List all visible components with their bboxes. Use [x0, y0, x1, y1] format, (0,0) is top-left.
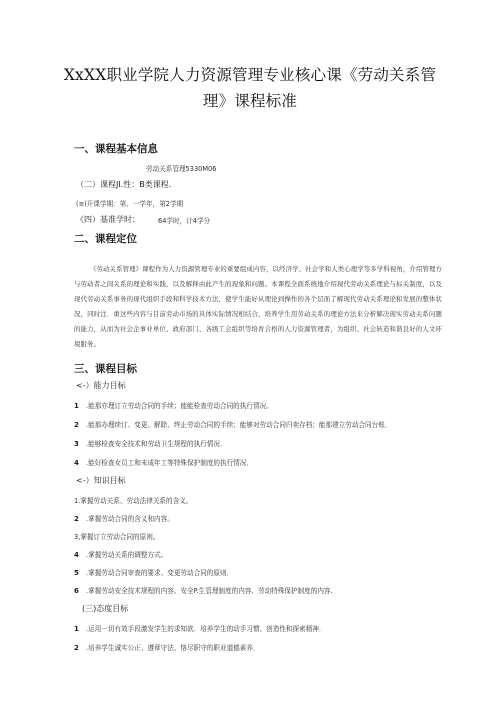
positioning-paragraph: 《劳动关系管理》课程作为人力资源管理专业的重要组成内容，以经济学、社会学和人类心理学等多学科视角，介绍管理方与劳动者之间关系的理论和实践，以及解释由此产生的现象和问题。本课程全面系统地介绍现代劳动关系理论与标关制度，以及现代劳动关系事务的现代组织手段和科学技术方法，使学生能好从理论到操作的各个层面了解现代劳动关系理论和发展的整体状况，同时注．重这些内容与目前劳动市场的具体实际情况相结合，培养学生用劳动关系的理论方法来分析解决现实劳动关系问题的能力，从而为社会企事业单位、政府部门、各级工会组织等培育合格的人力资源管理者，为组织、社会转造和谐良好的人文环境服务。 — [74, 265, 442, 348]
list-item — [74, 513, 174, 523]
document-title — [40, 62, 460, 114]
item-number: 4 — [74, 459, 79, 467]
item-number: 1 — [74, 402, 79, 410]
item-text: .掌握劳动关系的调整方式。 — [86, 551, 168, 559]
item-number: 6 — [74, 587, 79, 595]
item-text: 1.掌握劳动关系、劳动法律关系的含义。 — [74, 497, 193, 505]
list-item — [74, 457, 253, 467]
title-line-2: 理》课程标准 — [202, 92, 298, 110]
course-code: 劳动关系管理5330M06 — [146, 165, 217, 173]
item-number: 3 — [74, 440, 79, 448]
item-text: .掌握劳动安全技术规程的内容、安全P.生管理制度的内容、劳动特殊保护制度的内容. — [86, 587, 333, 595]
knowledge-heading: <-）知识目标 — [76, 476, 126, 485]
title-line-1: XxXX职业学院人力资源管理专业核心课《劳动关系管 — [63, 66, 437, 84]
hours-label: 《四）基准学时： — [76, 215, 140, 224]
item-text: .掌握劳动合同审查的要求、变更劳动合同的原则． — [86, 569, 234, 577]
item-text: .能那亦理订立劳动合同的手续；能能检查劳动合同的执行情况。 — [86, 402, 273, 410]
list-item — [74, 549, 167, 559]
item-number: 2 — [74, 515, 79, 523]
item-number: 2 — [74, 644, 79, 652]
list-item — [74, 400, 273, 410]
item-number: 2 — [74, 421, 79, 429]
item-text: .能够检查安全技术和劳动卫生规程的执行情况． — [86, 440, 227, 448]
item-text: .能那办理续订、变更、解除、终止劳动合同的手续；能够对劳动合同归卖存档；能那建立劳动合同台账． — [86, 421, 392, 429]
item-text: .掌握劳动合同的含义和内容。 — [86, 515, 174, 523]
item-text: .培养学生诚实公正、遵章守法、恪尽职守的职业道德素养． — [86, 644, 260, 652]
list-item — [74, 531, 159, 541]
item-text: 3,掌握订立劳动合同的原则。 — [74, 533, 160, 541]
list-item — [74, 438, 227, 448]
course-nature: （二）课程JⅠ.性：B类课程. — [76, 180, 172, 189]
list-item — [74, 642, 260, 652]
hours-value: 64学时，计4学分 — [158, 217, 211, 225]
ability-heading: <-）能力目标 — [76, 381, 126, 390]
item-text: .能好检查女员工和未成年工等特殊保护制度的执行情况． — [86, 459, 253, 467]
attitude-heading: (三)态度目标 — [82, 604, 129, 613]
semester-info: (≡)开课学期：第、一学年，第2学期 — [76, 200, 184, 208]
section-heading-positioning: 二、课程定位 — [74, 233, 137, 245]
list-item — [74, 567, 233, 577]
list-item — [74, 495, 192, 505]
list-item — [74, 623, 325, 633]
item-number: 5 — [74, 569, 79, 577]
item-number: 4 — [74, 551, 79, 559]
list-item — [74, 585, 333, 595]
section-heading-basic-info: 一、课程基本信息 — [74, 143, 158, 155]
section-heading-objectives: 三、课程目标 — [74, 363, 137, 375]
item-number: 1 — [74, 625, 79, 633]
list-item — [74, 419, 391, 429]
item-text: .运用一切有效手段激发学生的求知欲．培养学生的动手习惯、创造性和探索精神． — [86, 625, 326, 633]
